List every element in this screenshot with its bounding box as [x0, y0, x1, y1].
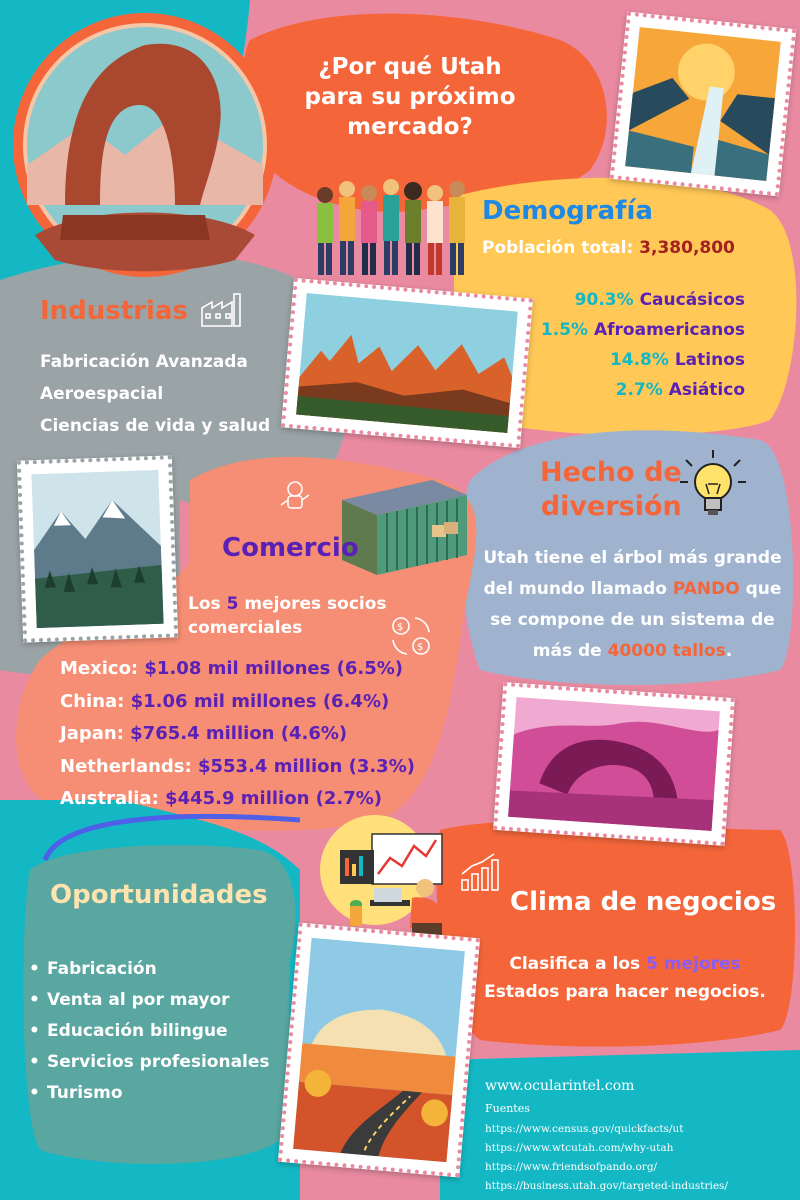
hoodoos-stamp — [281, 278, 533, 448]
partner-country: Netherlands: — [60, 755, 198, 777]
subtitle-part: mejores socios — [238, 594, 387, 614]
partner-row — [60, 718, 415, 751]
oportunidad-item: • Venta al por mayor — [25, 985, 270, 1016]
svg-text:$: $ — [417, 642, 424, 653]
industria-item: Aeroespacial — [40, 384, 164, 404]
demographic-label: Afroamericanos — [588, 320, 745, 340]
subtitle-num: 5 — [226, 594, 239, 614]
partner-country: Mexico: — [60, 658, 145, 679]
partner-row — [60, 783, 415, 816]
title-line-3: mercado? — [347, 114, 473, 140]
hecho-line-1: Utah tiene el árbol más grande — [483, 548, 782, 568]
partner-value: $553.4 million (3.3%) — [197, 755, 415, 777]
partner-country: Australia: — [60, 788, 166, 809]
svg-text:$: $ — [397, 622, 404, 633]
oportunidades-heading: Oportunidades — [50, 880, 268, 910]
industrias-heading: Industrias — [40, 296, 188, 326]
oportunidad-item: • Turismo — [25, 1078, 270, 1109]
oportunidad-item: • Servicios profesionales — [25, 1047, 270, 1078]
partner-value: $1.08 mil millones (6.5%) — [144, 658, 403, 679]
industria-item: Ciencias de vida y salud — [40, 416, 271, 436]
source-link[interactable]: https://www.friendsofpando.org/ — [485, 1161, 658, 1173]
waterfall-stamp — [610, 12, 797, 197]
source-link[interactable]: https://www.wtcutah.com/why-utah — [485, 1142, 674, 1154]
hecho-text-part: . — [725, 641, 733, 661]
hecho-text-part: del mundo llamado — [483, 579, 673, 599]
source-link[interactable]: https://www.census.gov/quickfacts/ut — [485, 1123, 684, 1135]
demografia-heading: Demografía — [482, 196, 653, 226]
clima-text — [470, 950, 780, 1006]
partner-row — [60, 686, 415, 719]
demographic-label: Latinos — [668, 350, 745, 370]
sources-list — [485, 1120, 728, 1196]
population-line — [482, 238, 735, 258]
mountains-stamp — [17, 455, 178, 642]
hecho-heading-1: Hecho de — [540, 457, 682, 488]
title-line-1: ¿Por qué Utah — [318, 54, 502, 80]
population-value: 3,380,800 — [639, 238, 735, 258]
demographic-list — [541, 285, 745, 405]
title-line-2: para su próximo — [304, 84, 516, 110]
people-illustration — [305, 175, 475, 285]
demographic-pct: 1.5% — [540, 320, 589, 340]
comercio-heading: Comercio — [222, 533, 359, 563]
partner-value: $1.06 mil millones (6.4%) — [130, 690, 390, 712]
arch-illustration — [5, 5, 285, 285]
hecho-line-3: se compone de un sistema de — [490, 610, 775, 630]
subtitle-line-2: comerciales — [188, 618, 303, 638]
oportunidad-item: • Fabricación — [25, 954, 270, 985]
comercio-subtitle — [188, 592, 387, 640]
astronaut-icon — [275, 475, 315, 515]
clima-highlight: 5 mejores — [646, 954, 741, 974]
oportunidades-list — [25, 954, 270, 1109]
subtitle-part: Los — [188, 594, 227, 614]
partner-row — [60, 653, 415, 686]
demographic-row — [541, 375, 745, 405]
hecho-text-part: más de — [532, 641, 608, 661]
oportunidad-item: • Educación bilingue — [25, 1016, 270, 1047]
partners-list — [60, 653, 415, 816]
demographic-label: Caucásicos — [633, 290, 745, 310]
demographic-row — [541, 315, 745, 345]
partner-country: China: — [60, 690, 131, 712]
industria-item: Fabricación Avanzada — [40, 352, 248, 372]
website-link[interactable]: www.ocularintel.com — [485, 1078, 635, 1094]
pando-highlight: PANDO — [672, 579, 740, 599]
hecho-line-4 — [475, 636, 790, 667]
demographic-label: Asiático — [662, 380, 745, 400]
road-mesa-stamp — [278, 923, 480, 1178]
partner-row — [60, 751, 415, 784]
lightbulb-icon — [678, 448, 748, 523]
clima-line-1 — [470, 950, 780, 978]
demographic-pct: 14.8% — [609, 350, 669, 370]
demographic-pct: 90.3% — [574, 290, 634, 310]
clima-heading: Clima de negocios — [510, 887, 777, 917]
population-label: Población total: — [482, 238, 640, 258]
pink-arch-stamp — [493, 682, 735, 846]
factory-icon — [198, 290, 246, 330]
tallos-highlight: 40000 tallos — [607, 641, 726, 661]
clima-text-part: Clasifica a los — [509, 954, 647, 974]
hecho-heading — [540, 456, 682, 524]
partner-country: Japan: — [60, 723, 131, 744]
page-title — [285, 52, 535, 142]
sources-label: Fuentes — [485, 1102, 530, 1115]
clima-line-2: Estados para hacer negocios. — [484, 982, 766, 1002]
hecho-heading-2: diversión — [540, 491, 682, 522]
hecho-text — [475, 543, 790, 667]
analyst-illustration — [330, 828, 450, 938]
source-link[interactable]: https://business.utah.gov/targeted-industries/ — [485, 1180, 728, 1192]
demographic-row — [541, 285, 745, 315]
partner-value: $445.9 million (2.7%) — [165, 788, 383, 809]
container-icon — [332, 470, 472, 580]
hecho-line-2 — [475, 574, 790, 605]
industrias-list — [40, 346, 270, 442]
hecho-text-part: que — [739, 579, 782, 599]
demographic-pct: 2.7% — [615, 380, 663, 400]
partner-value: $765.4 million (4.6%) — [130, 723, 348, 744]
demographic-row — [541, 345, 745, 375]
growth-chart-icon — [458, 852, 500, 894]
